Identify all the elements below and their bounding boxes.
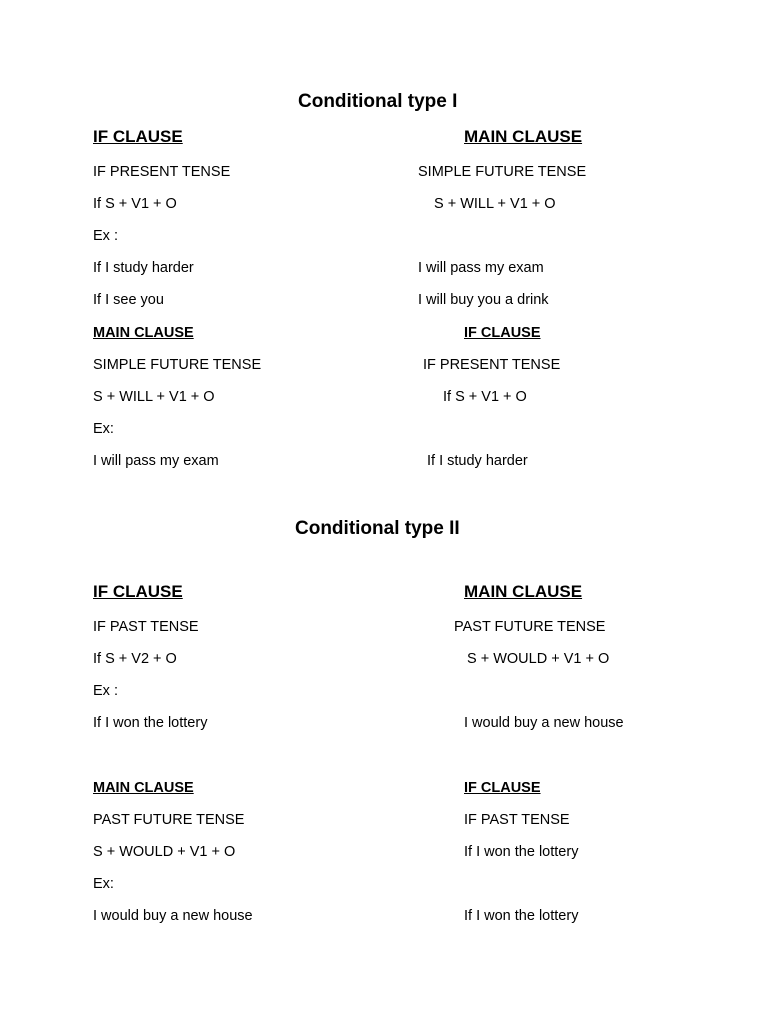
s2a-example-right: I would buy a new house: [464, 715, 624, 731]
s1b-example-left: I will pass my exam: [93, 453, 219, 469]
s1b-left-header: MAIN CLAUSE: [93, 325, 194, 341]
s1a-right-header: MAIN CLAUSE: [464, 127, 583, 146]
s1a-example-right: I will pass my exam: [418, 260, 544, 276]
section2-title: Conditional type II: [295, 518, 460, 539]
s2b-example-right: If I won the lottery: [464, 908, 579, 924]
s1b-left-formula: S + WILL + V1 + O: [93, 389, 215, 405]
s1a-ex-label: Ex :: [93, 228, 118, 244]
s2a-right-tense: PAST FUTURE TENSE: [454, 619, 606, 635]
s1a-right-formula: S + WILL + V1 + O: [434, 196, 556, 212]
s2b-right-formula: If I won the lottery: [464, 844, 579, 860]
s1a-example-right: I will buy you a drink: [418, 292, 549, 308]
s2b-right-tense: IF PAST TENSE: [464, 812, 570, 828]
s2b-right-header: IF CLAUSE: [464, 780, 541, 796]
s2a-example-left: If I won the lottery: [93, 715, 208, 731]
s2b-left-formula: S + WOULD + V1 + O: [93, 844, 236, 860]
s1b-ex-label: Ex:: [93, 421, 114, 437]
s1a-example-left: If I see you: [93, 292, 164, 308]
s2a-ex-label: Ex :: [93, 683, 118, 699]
s2a-left-header: IF CLAUSE: [93, 582, 183, 601]
s1b-right-formula: If S + V1 + O: [443, 389, 527, 405]
s2a-left-tense: IF PAST TENSE: [93, 619, 199, 635]
s1a-example-left: If I study harder: [93, 260, 194, 276]
s1a-left-formula: If S + V1 + O: [93, 196, 177, 212]
section1-title: Conditional type I: [298, 91, 458, 112]
s2b-ex-label: Ex:: [93, 876, 114, 892]
s2b-left-header: MAIN CLAUSE: [93, 780, 194, 796]
s2b-left-tense: PAST FUTURE TENSE: [93, 812, 245, 828]
s1a-left-header: IF CLAUSE: [93, 127, 183, 146]
s1b-left-tense: SIMPLE FUTURE TENSE: [93, 357, 262, 373]
s1b-right-tense: IF PRESENT TENSE: [423, 357, 561, 373]
s2a-right-header: MAIN CLAUSE: [464, 582, 583, 601]
s2a-left-formula: If S + V2 + O: [93, 651, 177, 667]
s2a-right-formula: S + WOULD + V1 + O: [467, 651, 610, 667]
s1a-left-tense: IF PRESENT TENSE: [93, 164, 231, 180]
s1a-right-tense: SIMPLE FUTURE TENSE: [418, 164, 587, 180]
s1b-right-header: IF CLAUSE: [464, 325, 541, 341]
s2b-example-left: I would buy a new house: [93, 908, 253, 924]
s1b-example-right: If I study harder: [427, 453, 528, 469]
